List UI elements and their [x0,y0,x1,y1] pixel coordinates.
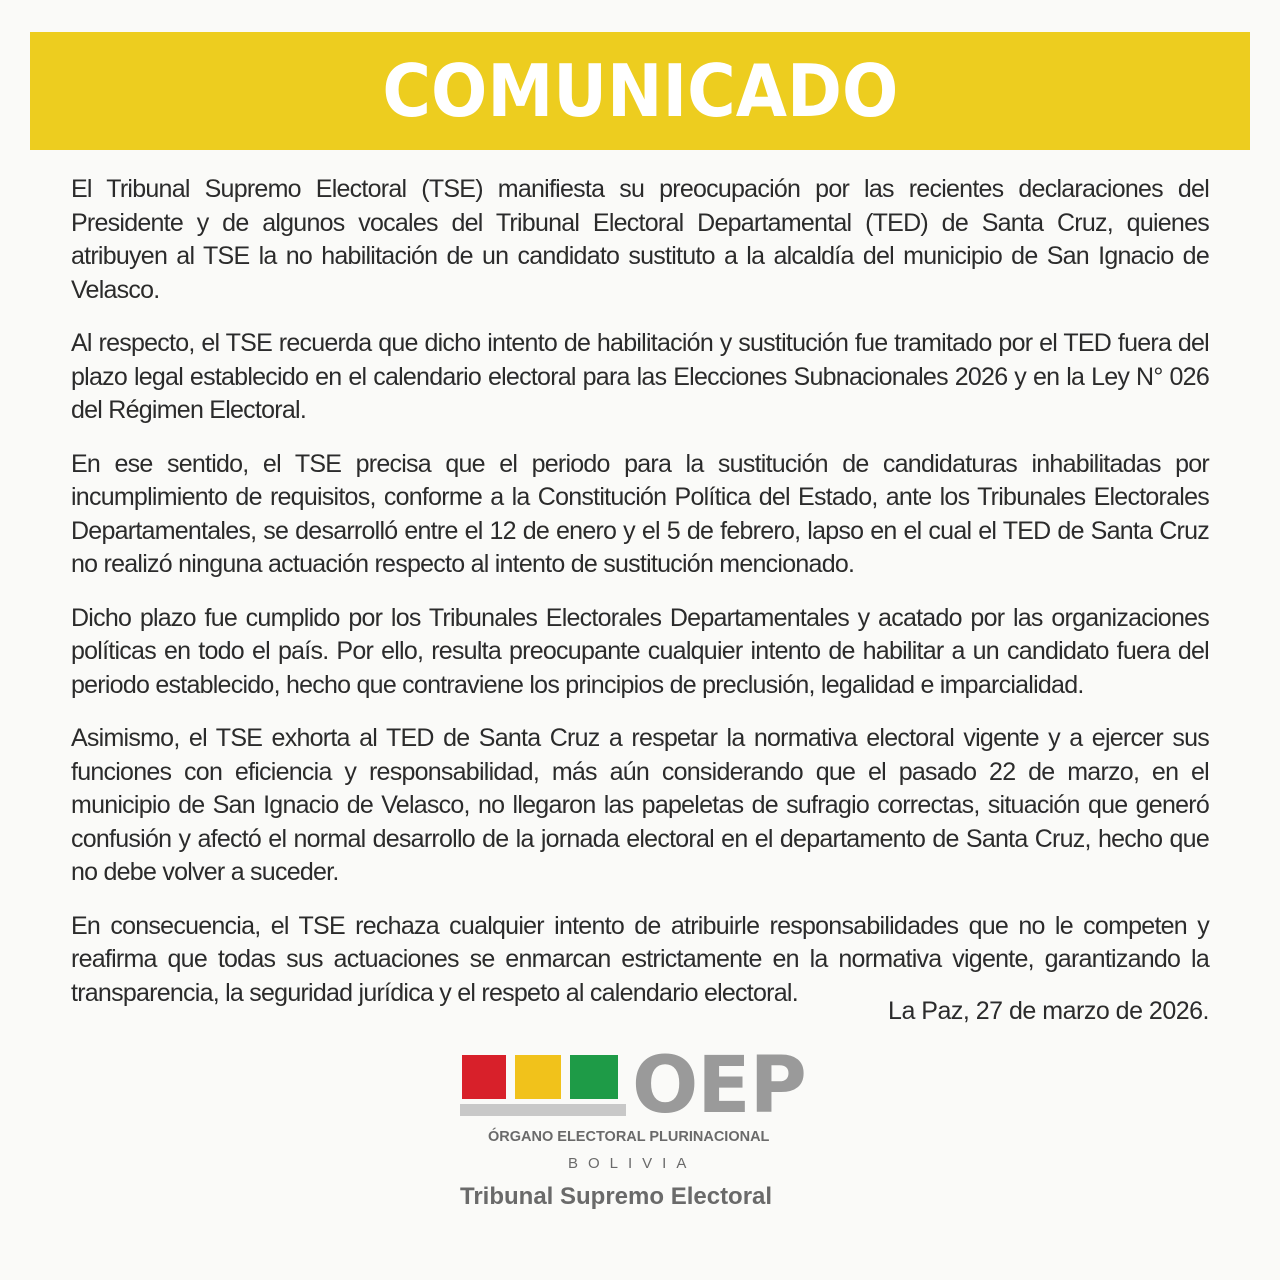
oep-logo [460,1041,822,1215]
paragraph-2: Al respecto, el TSE recuerda que dicho intento de habilitación y sustitución fue tramitado por el TED fuera del plazo legal establecido en el calendario electoral para las Elecciones Subnacionales 2026 y en la Ley N° 026 del Régimen Electoral. [71,329,1209,424]
page-title: COMUNICADO [382,49,898,133]
oep-wordmark: OEP [632,1041,806,1131]
paragraph-4: Dicho plazo fue cumplido por los Tribunales Electorales Departamentales y acatado por las organizaciones políticas en todo el país. Por ello, resulta preocupante cualquier intento de habilitar a un candidato fuera del periodo establecido, hecho que contraviene los principios de preclusión, legalidad e imparcialidad. [71,603,1209,699]
logo-underline-bar [460,1104,626,1116]
issue-date: La Paz, 27 de marzo de 2026. [888,997,1209,1025]
organization-name: ÓRGANO ELECTORAL PLURINACIONAL [488,1129,770,1145]
institution-name: Tribunal Supremo Electoral [460,1183,773,1210]
header-banner [30,32,1250,150]
green-square-icon [570,1055,618,1099]
paragraph-3: En ese sentido, el TSE precisa que el periodo para la sustitución de candidaturas inhabilitadas por incumplimiento de requisitos, conforme a la Constitución Política del Estado, ante los Tribunales Electorales Departamentales, se desarrolló entre el 12 de enero y el 5 de febrero, lapso en el cual el TED de Santa Cruz no realizó ninguna actuación respecto al intento de sustitución mencionado. [71,449,1209,578]
yellow-square-icon [515,1055,561,1099]
communique-body [71,173,1209,1030]
paragraph-5: Asimismo, el TSE exhorta al TED de Santa Cruz a respetar la normativa electoral vigente y a ejercer sus funciones con eficiencia y responsabilidad, más aún considerando que el pasado 22 de marzo, en el municipio de San Ignacio de Velasco, no llegaron las papeletas de sufragio correctas, situación que generó confusión y afectó el normal desarrollo de la jornada electoral en el departamento de Santa Cruz, hecho que no debe volver a suceder. [71,724,1209,886]
country-name: BOLIVIA [568,1155,697,1172]
paragraph-6: En consecuencia, el TSE rechaza cualquier intento de atribuirle responsabilidades que no le competen y reafirma que todas sus actuaciones se enmarcan estrictamente en la normativa vigente, garantizando la transparencia, la seguridad jurídica y el respeto al calendario electoral. [71,911,1209,1007]
paragraph-1: El Tribunal Supremo Electoral (TSE) manifiesta su preocupación por las recientes declaraciones del Presidente y de algunos vocales del Tribunal Electoral Departamental (TED) de Santa Cruz, quienes atribuyen al TSE la no habilitación de un candidato sustituto a la alcaldía del municipio de San Ignacio de Velasco. [71,175,1209,304]
red-square-icon [462,1055,506,1099]
